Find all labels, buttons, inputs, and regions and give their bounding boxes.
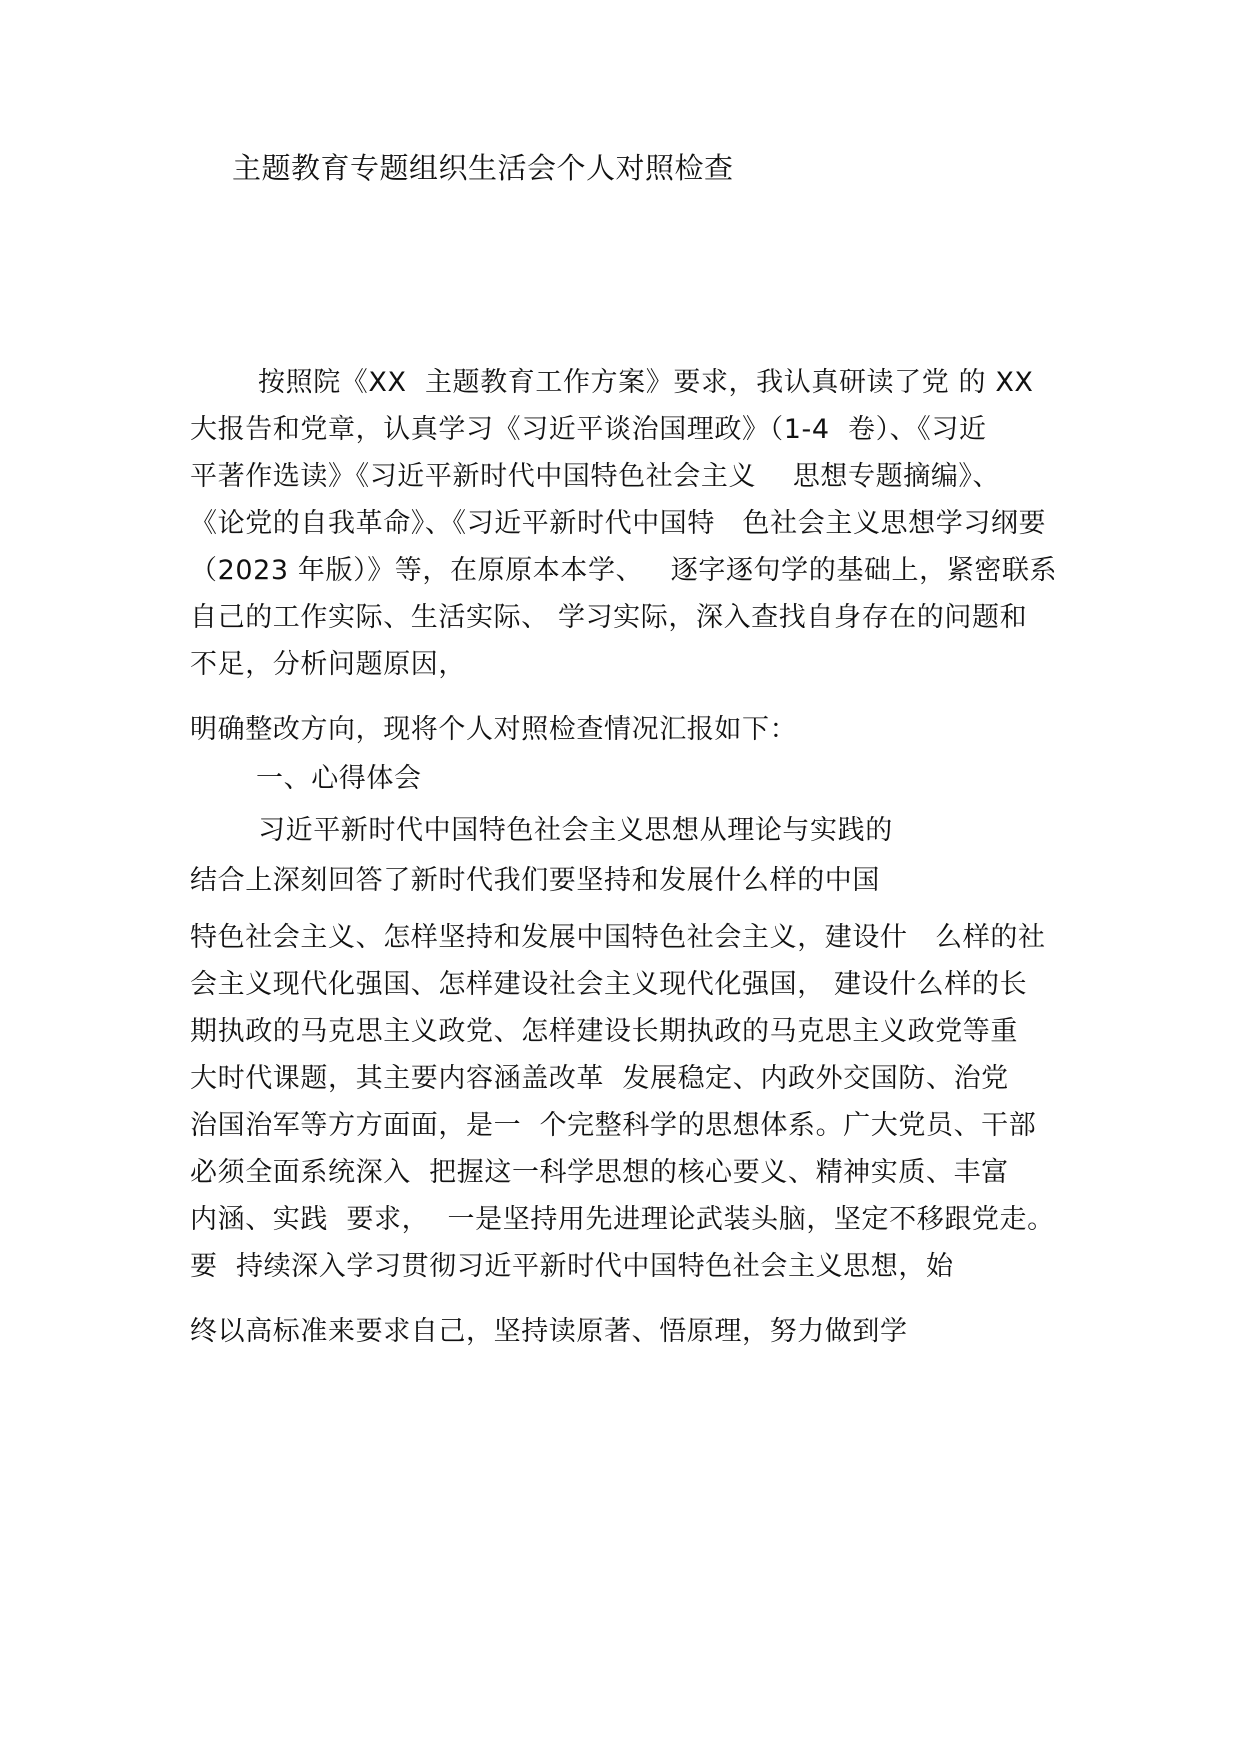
paragraph-line: 大时代课题，其主要内容涵盖改革 发展稳定、内政外交国防、治党 [190, 1063, 1009, 1094]
paragraph-line: 内涵、实践 要求， 一是坚持用先进理论武装头脑，坚定不移跟党走。 [190, 1204, 1055, 1235]
paragraph-line: 平著作选读》《习近平新时代中国特色社会主义 思想专题摘编》、 [190, 461, 1001, 492]
paragraph-line: 按照院《XX 主题教育工作方案》要求，我认真研读了党 的 XX [258, 367, 1034, 398]
paragraph-line: 必须全面系统深入 把握这一科学思想的核心要义、精神实质、丰富 [190, 1157, 1009, 1188]
paragraph-line: 大报告和党章，认真学习《习近平谈治国理政》（1-4 卷）、《习近 [190, 414, 987, 445]
paragraph-line: 习近平新时代中国特色社会主义思想从理论与实践的 [258, 815, 893, 846]
paragraph-line: （2023 年版）》等，在原原本本学、 逐字逐句学的基础上，紧密联系 [190, 555, 1058, 586]
paragraph-line: 要 持续深入学习贯彻习近平新时代中国特色社会主义思想，始 [190, 1251, 954, 1282]
paragraph-line: 自己的工作实际、生活实际、 学习实际，深入查找自身存在的问题和 [190, 602, 1028, 633]
document-title: 主题教育专题组织生活会个人对照检查 [232, 151, 734, 185]
paragraph-line: 《论党的自我革命》、《习近平新时代中国特 色社会主义思想学习纲要 [190, 508, 1047, 539]
paragraph-line: 终以高标准来要求自己，坚持读原著、悟原理，努力做到学 [190, 1316, 908, 1347]
section-heading: 一、心得体会 [256, 763, 422, 794]
paragraph-line: 不足，分析问题原因， [190, 649, 466, 680]
paragraph-line: 明确整改方向，现将个人对照检查情况汇报如下： [190, 714, 798, 745]
paragraph-line: 会主义现代化强国、怎样建设社会主义现代化强国， 建设什么样的长 [190, 969, 1028, 1000]
paragraph-line: 治国治军等方方面面，是一 个完整科学的思想体系。广大党员、干部 [190, 1110, 1037, 1141]
paragraph-line: 特色社会主义、怎样坚持和发展中国特色社会主义，建设什 么样的社 [190, 922, 1046, 953]
paragraph-line: 期执政的马克思主义政党、怎样建设长期执政的马克思主义政党等重 [190, 1016, 1018, 1047]
paragraph-line: 结合上深刻回答了新时代我们要坚持和发展什么样的中国 [190, 865, 880, 896]
